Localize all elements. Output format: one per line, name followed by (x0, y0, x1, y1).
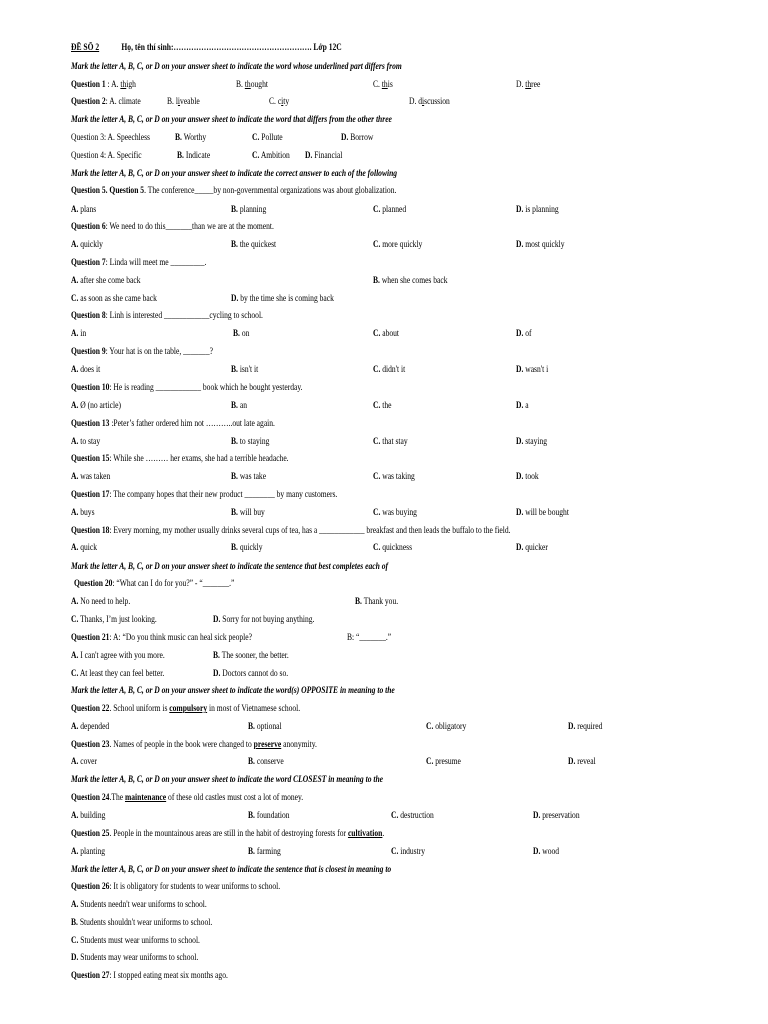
option-c: C. was buying (373, 507, 417, 517)
target-word: compulsory (169, 703, 208, 713)
question-label: Question 2 (71, 96, 106, 106)
option-letter: B. (248, 721, 255, 731)
option-a: A. Students needn't wear uniforms to school. (71, 899, 207, 909)
instruction-opposite: Mark the letter A, B, C, or D on your answer sheet to indicate the word(s) OPPOSITE in meaning to the (71, 685, 395, 695)
option-letter: B. (373, 275, 380, 285)
option-a: A. quick (71, 542, 98, 552)
question-label: Question 5. Question 5 (71, 185, 145, 195)
question-label: Question 13 (71, 418, 110, 428)
option-b: B. conserve (248, 756, 284, 766)
option-d: D. three (516, 79, 541, 89)
question-label: Question 21 (71, 632, 110, 642)
option-letter: C. (426, 721, 434, 731)
option-a: A. after she come back (71, 275, 141, 285)
option-a: A. plans (71, 204, 97, 214)
class-label: Lớp 12C (313, 42, 342, 52)
option-letter: D. (341, 132, 349, 142)
option-a: A. does it (71, 364, 101, 374)
option-d: D. took (516, 471, 539, 481)
exam-header (71, 42, 342, 53)
question-stem: . The conference_____by non-governmental organizations was about globalization. (144, 185, 397, 195)
question-stem: : Linh is interested ____________cycling to school. (105, 310, 263, 320)
option-c: C. this (373, 79, 393, 89)
option-b: B. thought (236, 79, 268, 89)
student-name-label: Họ, tên thí sinh:………………………………………………. (121, 42, 312, 52)
question-label: Question 25 (71, 828, 110, 838)
option-letter: D. (71, 952, 79, 962)
option-d: D. a (516, 400, 529, 410)
option-d: D. quicker (516, 542, 548, 552)
option-letter: A. (71, 364, 79, 374)
question-label: Question 7 (71, 257, 106, 267)
option-letter: B. (231, 239, 238, 249)
option-d: D. wasn't i (516, 364, 549, 374)
question-label: Question 24 (71, 792, 110, 802)
option-a: A. cover (71, 756, 98, 766)
question-stem: : It is obligatory for students to wear uniforms to school. (109, 881, 281, 891)
option-b: B. on (233, 328, 250, 338)
option-a: A. was taken (71, 471, 111, 481)
option-a: A. No need to help. (71, 596, 131, 606)
option-b: B. The sooner, the better. (213, 650, 289, 660)
option-b: B. liveable (167, 96, 200, 106)
option-letter: D. (213, 614, 221, 624)
option-letter: C. (71, 614, 79, 624)
option-c: C. obligatory (426, 721, 467, 731)
option-b: B. optional (248, 721, 282, 731)
question-label: Question 8 (71, 310, 106, 320)
option-a: A. in (71, 328, 87, 338)
question-stem: : He is reading ____________ book which he bought yesterday. (109, 382, 303, 392)
option-b: B. to staying (231, 436, 270, 446)
option-letter: B. (175, 132, 182, 142)
option-letter: D. (516, 507, 524, 517)
option-letter: D. (568, 756, 576, 766)
option-c: C. that stay (373, 436, 408, 446)
option-letter: D. (231, 293, 239, 303)
option-b: B. an (231, 400, 247, 410)
option-d: D. Sorry for not buying anything. (213, 614, 315, 624)
option-d: D. will be bought (516, 507, 569, 517)
option-letter: B. (355, 596, 362, 606)
option-a: A. I can't agree with you more. (71, 650, 165, 660)
option-a: A. to stay (71, 436, 101, 446)
option-b: B. isn't it (231, 364, 259, 374)
option-b: B. will buy (231, 507, 265, 517)
option-letter: D. (533, 810, 541, 820)
question-label: Question 27 (71, 970, 110, 980)
option-letter: B. (213, 650, 220, 660)
option-letter: C. (373, 507, 381, 517)
option-b: B. Students shouldn't wear uniforms to school. (71, 917, 213, 927)
question-label: Question 18 (71, 525, 110, 535)
option-letter: A. (71, 810, 79, 820)
dialogue-reply: B: “_______.” (347, 632, 392, 642)
option-c: C. the (373, 400, 392, 410)
option-d: D. Doctors cannot do so. (213, 668, 289, 678)
option-letter: D. (516, 239, 524, 249)
option-letter: B. (231, 471, 238, 481)
option-b: B. foundation (248, 810, 290, 820)
option-a: A. building (71, 810, 106, 820)
option-letter: B. (231, 364, 238, 374)
option-c: C. was taking (373, 471, 415, 481)
option-letter: D. (568, 721, 576, 731)
option-letter: B. (71, 917, 78, 927)
option-a: A. planting (71, 846, 106, 856)
question-label: Question 17 (71, 489, 110, 499)
option-a: A. quickly (71, 239, 103, 249)
option-letter: B. (233, 328, 240, 338)
option-c: C. didn't it (373, 364, 406, 374)
option-d: D. Students may wear uniforms to school. (71, 952, 199, 962)
option-b: B. when she comes back (373, 275, 448, 285)
option-letter: C. (373, 400, 381, 410)
option-letter: C. (252, 150, 260, 160)
option-b: B. was take (231, 471, 267, 481)
option-c: C. Pollute (252, 132, 283, 142)
option-b: B. quickly (231, 542, 263, 552)
instruction-sentence: Mark the letter A, B, C, or D on your answer sheet to indicate the sentence that is closest in meaning to (71, 864, 392, 874)
option-letter: D. (305, 150, 313, 160)
question-label: Question 23 (71, 739, 110, 749)
question-stem: : Linda will meet me _________. (105, 257, 207, 267)
option-c: C. Students must wear uniforms to school. (71, 935, 200, 945)
option-letter: D. (516, 436, 524, 446)
option-c: C. industry (391, 846, 426, 856)
question-stem: : We need to do this_______than we are at the moment. (105, 221, 274, 231)
option-a: A. Ø (no article) (71, 400, 121, 410)
option-c: C. Thanks, I’m just looking. (71, 614, 157, 624)
question-stem: : The company hopes that their new product ________ by many customers. (109, 489, 338, 499)
option-letter: A. (71, 436, 79, 446)
option-c: C. about (373, 328, 400, 338)
option-letter: A. (71, 846, 79, 856)
target-word: maintenance (124, 792, 167, 802)
option-c: C. Ambition (252, 150, 290, 160)
option-d: D. by the time she is coming back (231, 293, 334, 303)
question-stem: : While she ……… her exams, she had a terrible headache. (109, 453, 289, 463)
option-c: C. planned (373, 204, 407, 214)
option-d: D. most quickly (516, 239, 565, 249)
option-d: D. preservation (533, 810, 580, 820)
question-stem: : I stopped eating meat six months ago. (109, 970, 228, 980)
instruction-grammar: Mark the letter A, B, C, or D on your answer sheet to indicate the correct answer to each of the following (71, 168, 398, 178)
option-letter: D. (516, 542, 524, 552)
instruction-pronunciation: Mark the letter A, B, C, or D on your answer sheet to indicate the word whose underlined part differs from (71, 61, 402, 71)
option-letter: C. (391, 810, 399, 820)
option-letter: A. (71, 275, 79, 285)
option-c: C. as soon as she came back (71, 293, 157, 303)
option-letter: C. (373, 204, 381, 214)
question-stem: : Every morning, my mother usually drinks several cups of tea, has a ____________ breakfast and then leads the buffalo to the field. (109, 525, 511, 535)
question-stem: : “What can I do for you?” - “_______.” (112, 578, 235, 588)
option-letter: C. (71, 293, 79, 303)
question-label: Question 20 (74, 578, 113, 588)
target-word: preserve (253, 739, 282, 749)
question-label: Question 15 (71, 453, 110, 463)
question-label: Question 9 (71, 346, 106, 356)
option-letter: A. (71, 650, 79, 660)
option-b: B. Thank you. (355, 596, 399, 606)
option-letter: C. (373, 542, 381, 552)
option-letter: D. (213, 668, 221, 678)
option-letter: C. (71, 668, 79, 678)
option-letter: A. (71, 899, 79, 909)
option-letter: B. (248, 846, 255, 856)
option-letter: C. (373, 436, 381, 446)
option-letter: D. (533, 846, 541, 856)
option-a: A. buys (71, 507, 95, 517)
option-letter: A. (71, 239, 79, 249)
option-letter: B. (248, 756, 255, 766)
option-d: D. wood (533, 846, 560, 856)
question-label: Question 22 (71, 703, 110, 713)
option-c: C. quickness (373, 542, 413, 552)
option-c: C. destruction (391, 810, 434, 820)
option-letter: A. (71, 400, 79, 410)
option-d: D. required (568, 721, 603, 731)
question-stem: :Peter’s father ordered him not ………..out late again. (109, 418, 275, 428)
option-letter: B. (248, 810, 255, 820)
option-letter: A. (71, 204, 79, 214)
option-c: C. At least they can feel better. (71, 668, 165, 678)
option-letter: D. (516, 364, 524, 374)
exam-code: ĐỀ SỐ 2 (71, 42, 100, 52)
instruction-stress: Mark the letter A, B, C, or D on your answer sheet to indicate the word that differs from the other three (71, 114, 392, 124)
target-word: cultivation (347, 828, 383, 838)
option-d: D. reveal (568, 756, 596, 766)
question-stem: : Your hat is on the table, _______? (105, 346, 213, 356)
option-letter: C. (391, 846, 399, 856)
option-letter: A. (71, 507, 79, 517)
option-letter: C. (252, 132, 260, 142)
option-letter: B. (231, 204, 238, 214)
option-letter: B. (231, 507, 238, 517)
option-a: A. depended (71, 721, 110, 731)
instruction-closest: Mark the letter A, B, C, or D on your answer sheet to indicate the word CLOSEST in meaning to the (71, 774, 384, 784)
option-b: B. Worthy (175, 132, 207, 142)
option-b: B. farming (248, 846, 281, 856)
option-letter: C. (71, 935, 79, 945)
option-letter: A. (71, 756, 79, 766)
option-letter: C. (373, 471, 381, 481)
question-label: Question 26 (71, 881, 110, 891)
option-d: D. Borrow (341, 132, 374, 142)
option-letter: D. (516, 204, 524, 214)
option-letter: A. (71, 721, 79, 731)
option-c: C. presume (426, 756, 461, 766)
option-letter: B. (231, 436, 238, 446)
question-label: Question 6 (71, 221, 106, 231)
option-letter: C. (373, 328, 381, 338)
question-stem: : A: “Do you think music can heal sick people? (109, 632, 253, 642)
option-letter: C. (373, 239, 381, 249)
option-letter: A. (71, 596, 79, 606)
question-label: Question 1 (71, 79, 106, 89)
option-c: C. more quickly (373, 239, 423, 249)
option-c: C. city (269, 96, 290, 106)
instruction-dialogue: Mark the letter A, B, C, or D on your answer sheet to indicate the sentence that best completes each of (71, 561, 389, 571)
option-letter: C. (373, 364, 381, 374)
option-letter: B. (177, 150, 184, 160)
option-letter: B. (231, 542, 238, 552)
option-d: D. of (516, 328, 532, 338)
option-letter: B. (231, 400, 238, 410)
option-letter: D. (516, 471, 524, 481)
option-letter: A. (71, 328, 79, 338)
option-letter: D. (516, 328, 524, 338)
option-letter: A. (71, 471, 79, 481)
option-d: D. Financial (305, 150, 343, 160)
question-label: Question 10 (71, 382, 110, 392)
option-d: D. is planning (516, 204, 559, 214)
option-b: B. Indicate (177, 150, 211, 160)
option-letter: A. (71, 542, 79, 552)
option-d: D. discussion (409, 96, 450, 106)
option-letter: C. (426, 756, 434, 766)
option-d: D. staying (516, 436, 548, 446)
exam-page: ĐỀ SỐ 2 Họ, tên thí sinh:………………………………………………. Lớp 12C Mark the letter A, B, C, or D on your answer sheet to indicate the word whose underlined part differs from Question 1 : A. thigh B. thought C. this D. three Question 2: A. climate B. liveable C. city D. discussion Mark the letter A, B, C, or D on your answer sheet to indicate the word that differs from the other three Question 3: A. Speechless B. Worthy C. Pollute D. Borrow Question 4: A. Specific B. Indicate C. Ambition D. Financial Mark the letter A, B, C, or D on your answer sheet to indicate the correct answer to each of the following Question 5. Question 5. The conference_____by non-governmental organizations was about globalization. A. plans B. planning C. planned D. is planning Question 6: We need to do this_______than we are at the moment. A. quickly B. the quickest C. more quickly D. most quickly Question 7: Linda will meet me _________. A. after she come back B. when she comes back C. as soon as she came back D. by the time she is coming back Question 8: Linh is interested ____________cycling to school. A. in B. on C. about D. of Question 9: Your hat is on the table, _______? A. does it B. isn't it C. didn't it D. wasn't i Question 10: He is reading ____________ book which he bought yesterday. A. Ø (no article) B. an C. the D. a Question 13 :Peter’s father ordered him not ………..out late again. A. to stay B. to staying C. that stay D. staying Question 15: While she ……… her exams, she had a terrible headache. A. was taken B. was take C. was taking D. took Question 17: The company hopes that their new product ________ by many customers. A. buys B. will buy C. was buying D. will be bought Question 18: Every morning, my mother usually drinks several cups of tea, has a ____________ breakfast and then leads the buffalo to the field. A. quick B. quickly C. quickness D. quicker Mark the letter A, B, C, or D on your answer sheet to indicate the sentence that best completes each of Question 20: “What can I do for you?” - “_______.” A. No need to help. B. Thank you. C. Thanks, I’m just looking. D. Sorry for not buying anything. Question 21: A: “Do you think music can heal sick people? B: “_______.” A. I can't agree with you more. B. The sooner, the better. C. At least they can feel better. D. Doctors cannot do so. Mark the letter A, B, C, or D on your answer sheet to indicate the word(s) OPPOSITE in meaning to the Question 22. School uniform is compulsory in most of Vietnamese school. A. depended B. optional C. obligatory D. required Question 23. Names of people in the book were changed to preserve anonymity. A. cover B. conserve C. presume D. reveal Mark the letter A, B, C, or D on your answer sheet to indicate the word CLOSEST in meaning to the Question 24.The maintenance of these old castles must cost a lot of money. A. building B. foundation C. destruction D. preservation Question 25. People in the mountainous areas are still in the habit of destroying forests for cultivation. A. planting B. farming C. industry D. wood Mark the letter A, B, C, or D on your answer sheet to indicate the sentence that is closest in meaning to Question 26: It is obligatory for students to wear uniforms to school. A. Students needn't wear uniforms to school. B. Students shouldn't wear uniforms to school. C. Students must wear uniforms to school. D. Students may wear uniforms to school. Question 27: I stopped eating meat six months ago. (71, 42, 603, 980)
option-letter: D. (516, 400, 524, 410)
option-b: B. the quickest (231, 239, 277, 249)
option-b: B. planning (231, 204, 267, 214)
